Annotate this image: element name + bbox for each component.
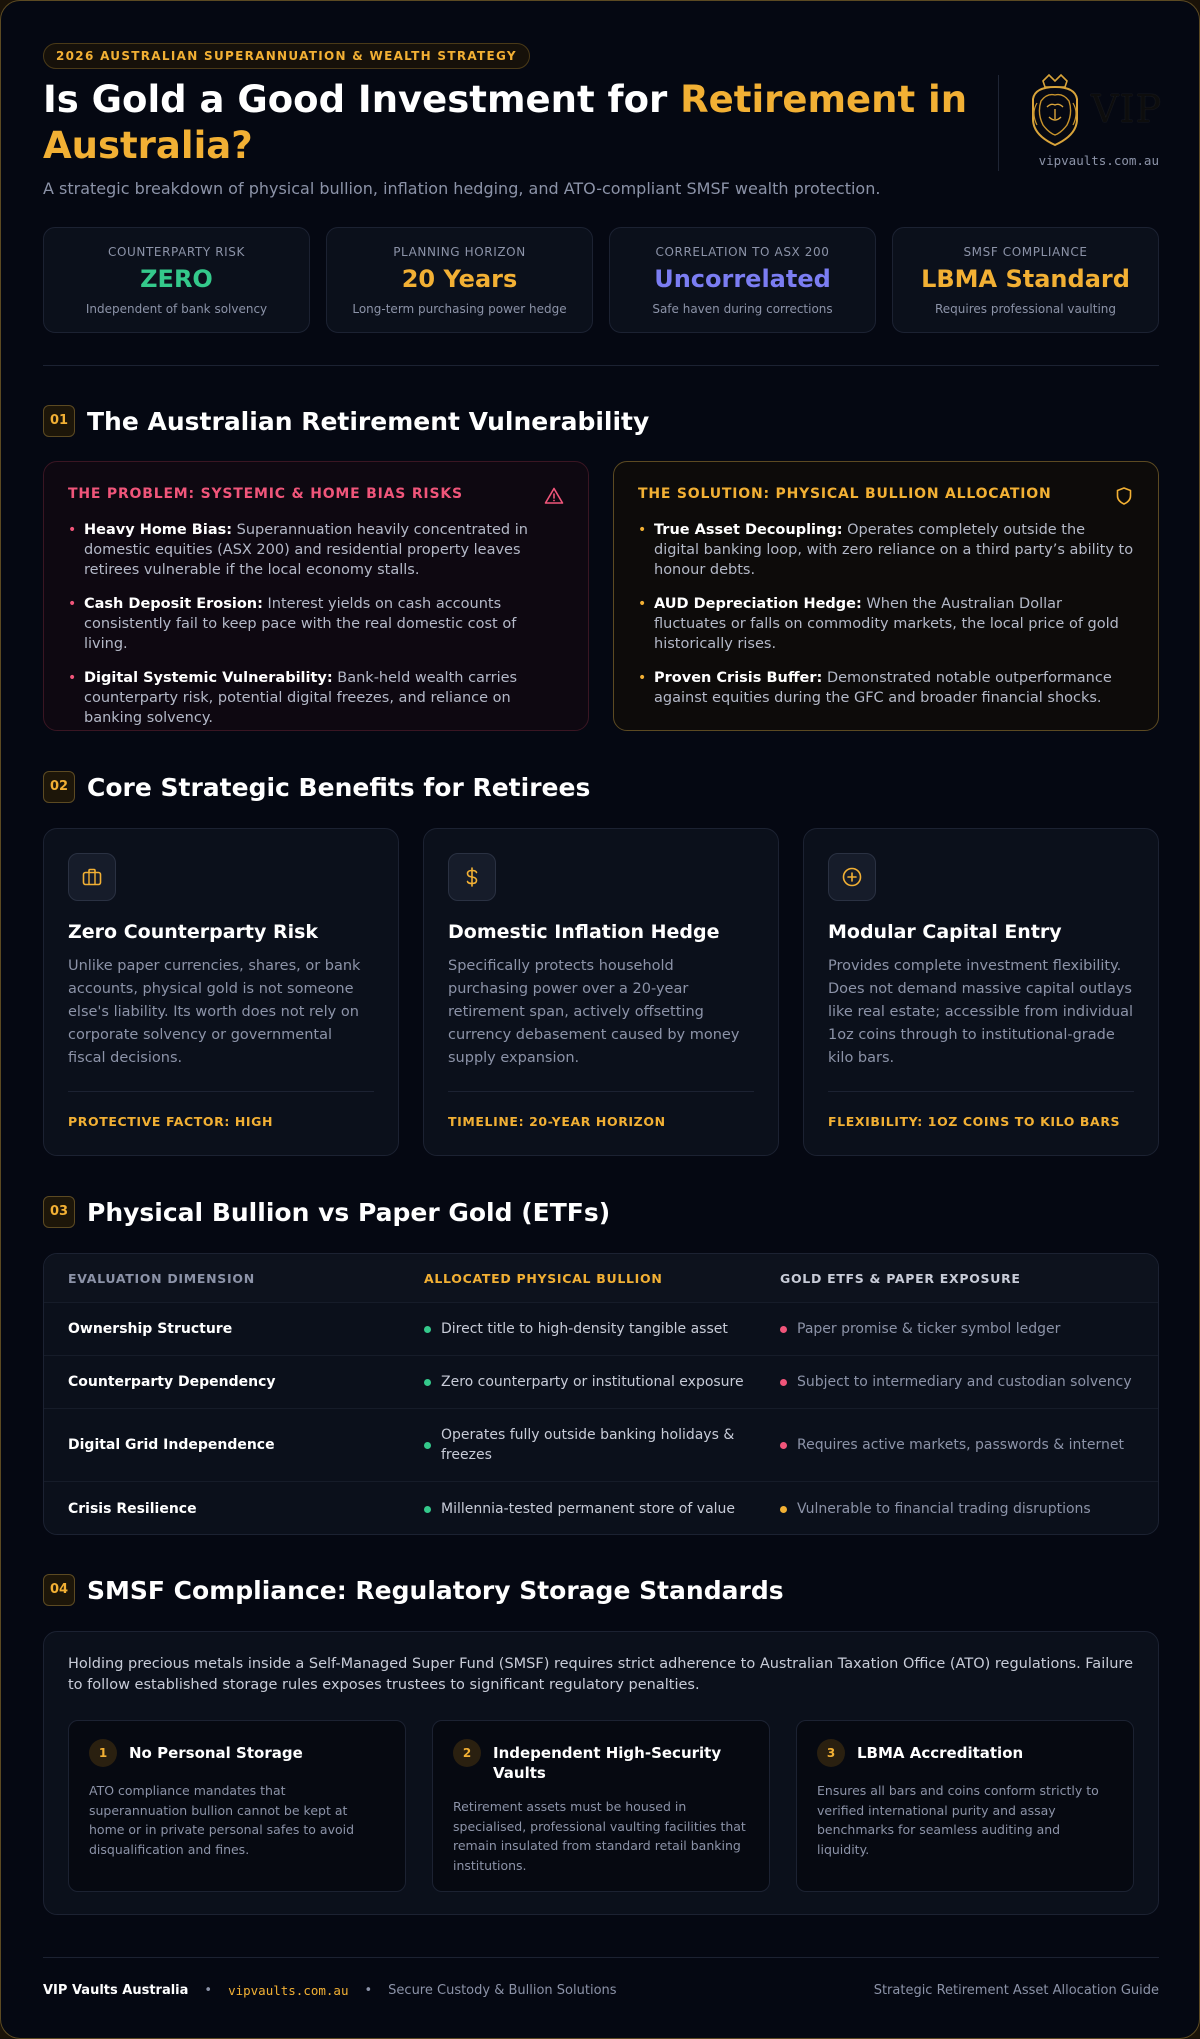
- item-label: AUD Depreciation Hedge:: [654, 596, 862, 612]
- row-dimension: Digital Grid Independence: [68, 1437, 275, 1453]
- cell-text: Subject to intermediary and custodian solvency: [797, 1374, 1132, 1390]
- section-divider: [43, 365, 1159, 366]
- smsf-card-personal-storage: [68, 1720, 406, 1892]
- section-number: 01: [43, 405, 75, 437]
- cell-text: Zero counterparty or institutional exposure: [441, 1374, 744, 1390]
- stat-note: Safe haven during corrections: [652, 302, 833, 316]
- lion-crest-icon: [1023, 73, 1087, 149]
- table-row: [44, 1408, 1159, 1481]
- item-label: Digital Systemic Vulnerability:: [84, 670, 333, 686]
- stat-value: LBMA Standard: [921, 265, 1130, 293]
- stat-cards: [43, 227, 1159, 333]
- list-item: [638, 668, 1134, 708]
- benefit-footer: FLEXIBILITY: 1OZ COINS TO KILO BARS: [828, 1114, 1121, 1129]
- status-dot-icon: [780, 1379, 787, 1386]
- column-header: EVALUATION DIMENSION: [68, 1270, 255, 1286]
- stat-card-correlation: [609, 227, 876, 333]
- bullet-icon: •: [68, 522, 77, 538]
- stat-label: SMSF COMPLIANCE: [963, 245, 1088, 259]
- smsf-card-description: ATO compliance mandates that superannuation bullion cannot be kept at home or in private personal safes to avoid disqualification and fines.: [89, 1783, 355, 1857]
- row-dimension: Ownership Structure: [68, 1321, 233, 1337]
- section-title: SMSF Compliance: Regulatory Storage Standards: [87, 1575, 784, 1605]
- item-text: Superannuation heavily concentrated in domestic equities (ASX 200) and residential property leaves retirees vulnerable if the local economy stalls.: [84, 522, 528, 578]
- status-dot-icon: [780, 1442, 787, 1449]
- status-dot-icon: [780, 1326, 787, 1333]
- step-number: 3: [817, 1739, 845, 1767]
- row-dimension: Counterparty Dependency: [68, 1374, 276, 1390]
- bullet-icon: •: [68, 596, 77, 612]
- status-dot-icon: [424, 1442, 431, 1449]
- section-heading-04: [43, 1574, 784, 1606]
- page-footer: [43, 1977, 1159, 2003]
- stat-value: Uncorrelated: [654, 265, 831, 293]
- table-row: [44, 1302, 1159, 1355]
- section-number: 03: [43, 1196, 75, 1228]
- smsf-card-title: LBMA Accreditation: [857, 1744, 1024, 1762]
- smsf-card-description: Retirement assets must be housed in specialised, professional vaulting facilities that remain insulated from standard retail banking institutions.: [453, 1799, 746, 1873]
- solution-list: [638, 520, 1134, 708]
- item-label: Cash Deposit Erosion:: [84, 596, 263, 612]
- status-dot-icon: [780, 1506, 787, 1513]
- benefit-icon-box: [448, 853, 496, 901]
- table-header-row: [44, 1254, 1159, 1302]
- section-number: 02: [43, 771, 75, 803]
- benefit-title: Domestic Inflation Hedge: [448, 921, 720, 943]
- divider: [448, 1091, 754, 1092]
- stat-note: Requires professional vaulting: [934, 302, 1117, 316]
- status-dot-icon: [424, 1506, 431, 1513]
- benefit-title: Zero Counterparty Risk: [68, 921, 319, 943]
- smsf-card-description: Ensures all bars and coins conform strictly to verified international purity and assay benchmarks for seamless auditing and liquidity.: [817, 1783, 1099, 1857]
- list-item: [638, 520, 1134, 580]
- section-title: Core Strategic Benefits for Retirees: [87, 772, 591, 802]
- headline-white: Is Gold a Good Investment for: [43, 78, 681, 121]
- benefit-icon-box: [68, 853, 116, 901]
- column-header: ALLOCATED PHYSICAL BULLION: [424, 1270, 663, 1286]
- smsf-card-title: No Personal Storage: [129, 1744, 303, 1762]
- section-number: 04: [43, 1574, 75, 1606]
- plus-circle-icon: [841, 866, 863, 888]
- logo-url[interactable]: vipvaults.com.au: [1038, 153, 1159, 168]
- cell-text: Operates fully outside banking holidays & freezes: [441, 1427, 735, 1463]
- row-paper: [780, 1303, 1140, 1355]
- item-text: Interest yields on cash accounts consistently fail to keep pace with the real domestic cost of living.: [84, 596, 517, 652]
- item-text: Demonstrated notable outperformance against equities during the GFC and broader financial shocks.: [654, 670, 1112, 706]
- section-heading-02: [43, 771, 590, 803]
- footer-url-link[interactable]: vipvaults.com.au: [228, 1982, 349, 1998]
- item-label: Heavy Home Bias:: [84, 522, 233, 538]
- logo-wordmark: VIP: [1091, 87, 1163, 131]
- brand-logo[interactable]: [1023, 73, 1163, 173]
- smsf-card-header: [89, 1739, 385, 1767]
- footer-separator: •: [364, 1982, 373, 1998]
- stat-card-compliance: [892, 227, 1159, 333]
- cell-text: Paper promise & ticker symbol ledger: [797, 1321, 1061, 1337]
- list-item: [68, 520, 564, 580]
- table-row: [44, 1481, 1159, 1535]
- section-title: The Australian Retirement Vulnerability: [87, 406, 650, 436]
- step-number: 2: [453, 1739, 481, 1767]
- smsf-card-title: Independent High-Security Vaults: [493, 1744, 722, 1782]
- footer-divider: [43, 1957, 1159, 1958]
- smsf-card-lbma: [796, 1720, 1134, 1892]
- item-text: When the Australian Dollar fluctuates or falls on commodity markets, the local price of gold historically rises.: [654, 596, 1119, 652]
- benefit-title: Modular Capital Entry: [828, 921, 1062, 943]
- section-heading-03: [43, 1196, 610, 1228]
- solution-panel: [613, 461, 1159, 731]
- benefit-icon-box: [828, 853, 876, 901]
- benefit-footer: PROTECTIVE FACTOR: HIGH: [68, 1114, 274, 1129]
- cell-text: Direct title to high-density tangible asset: [441, 1321, 728, 1337]
- cell-text: Vulnerable to financial trading disruptions: [797, 1501, 1091, 1517]
- item-label: Proven Crisis Buffer:: [654, 670, 823, 686]
- shield-icon: [1114, 486, 1134, 506]
- benefit-description: Provides complete investment flexibility. Does not demand massive capital outlays like real estate; accessible from individual 1oz coins through to institutional-grade kilo bars.: [828, 958, 1134, 1066]
- dollar-icon: [461, 866, 483, 888]
- table-row: [44, 1355, 1159, 1408]
- stat-value: 20 Years: [401, 265, 518, 293]
- footer-separator: •: [204, 1982, 213, 1998]
- cell-text: Millennia-tested permanent store of value: [441, 1501, 736, 1517]
- status-dot-icon: [424, 1326, 431, 1333]
- row-paper: [780, 1482, 1140, 1535]
- divider: [68, 1091, 374, 1092]
- row-physical: [424, 1409, 754, 1481]
- section-title: Physical Bullion vs Paper Gold (ETFs): [87, 1197, 611, 1227]
- stat-card-horizon: [326, 227, 593, 333]
- item-text: Bank-held wealth carries counterparty risk, potential digital freezes, and reliance on banking solvency.: [84, 670, 518, 726]
- divider: [828, 1091, 1134, 1092]
- stat-label: PLANNING HORIZON: [393, 245, 526, 259]
- item-label: True Asset Decoupling:: [654, 522, 843, 538]
- list-item: [68, 594, 564, 654]
- problem-title: THE PROBLEM: SYSTEMIC & HOME BIAS RISKS: [68, 486, 463, 502]
- logo-divider: [998, 75, 999, 171]
- headline-accent: Retirement in Australia?: [43, 78, 968, 167]
- solution-title: THE SOLUTION: PHYSICAL BULLION ALLOCATION: [638, 486, 1052, 502]
- benefit-card-modular: [803, 828, 1159, 1156]
- stat-card-counterparty: [43, 227, 310, 333]
- row-physical: [424, 1356, 754, 1408]
- benefit-card-inflation: [423, 828, 779, 1156]
- header-tag: 2026 AUSTRALIAN SUPERANNUATION & WEALTH STRATEGY: [43, 43, 530, 69]
- stat-label: CORRELATION TO ASX 200: [655, 245, 830, 259]
- smsf-card-header: [453, 1739, 749, 1783]
- stat-value: ZERO: [140, 265, 213, 293]
- benefit-description: Unlike paper currencies, shares, or bank accounts, physical gold is not someone else's liability. Its worth does not rely on corporate solvency or governmental fiscal decisions.: [68, 958, 361, 1066]
- bullet-icon: •: [68, 670, 77, 686]
- row-paper: [780, 1356, 1140, 1408]
- comparison-table: [43, 1253, 1159, 1535]
- cell-text: Requires active markets, passwords & internet: [797, 1437, 1124, 1453]
- row-physical: [424, 1482, 754, 1535]
- smsf-panel: [43, 1631, 1159, 1915]
- benefit-description: Specifically protects household purchasing power over a 20-year retirement span, actively offsetting currency debasement caused by money supply expansion.: [448, 958, 740, 1066]
- bullet-icon: •: [638, 522, 647, 538]
- list-item: [638, 594, 1134, 654]
- problem-panel: [43, 461, 589, 731]
- footer-tagline: Secure Custody & Bullion Solutions: [388, 1982, 617, 1998]
- smsf-card-vaults: [432, 1720, 770, 1892]
- benefit-card-counterparty: [43, 828, 399, 1156]
- briefcase-icon: [81, 866, 103, 888]
- page-subtitle: A strategic breakdown of physical bullion, inflation hedging, and ATO-compliant SMSF wealth protection.: [43, 179, 881, 198]
- step-number: 1: [89, 1739, 117, 1767]
- benefit-footer: TIMELINE: 20-YEAR HORIZON: [448, 1114, 666, 1129]
- problem-list: [68, 520, 564, 728]
- row-paper: [780, 1409, 1140, 1481]
- column-header: GOLD ETFS & PAPER EXPOSURE: [780, 1270, 1021, 1286]
- stat-note: Independent of bank solvency: [85, 302, 268, 316]
- status-dot-icon: [424, 1379, 431, 1386]
- footer-brand: VIP Vaults Australia: [43, 1982, 189, 1998]
- row-physical: [424, 1303, 754, 1355]
- stat-label: COUNTERPARTY RISK: [107, 245, 245, 259]
- bullet-icon: •: [638, 670, 647, 686]
- list-item: [68, 668, 564, 728]
- footer-guide-title: Strategic Retirement Asset Allocation Guide: [873, 1982, 1159, 1998]
- smsf-intro: Holding precious metals inside a Self-Managed Super Fund (SMSF) requires strict adherence to Australian Taxation Office (ATO) regulations. Failure to follow established storage rules exposes trustees to significant regulatory penalties.: [68, 1656, 1133, 1693]
- stat-note: Long-term purchasing power hedge: [352, 302, 567, 316]
- bullet-icon: •: [638, 596, 647, 612]
- smsf-card-header: [817, 1739, 1113, 1767]
- warning-icon: [544, 486, 564, 506]
- row-dimension: Crisis Resilience: [68, 1501, 197, 1517]
- item-text: Operates completely outside the digital banking loop, with zero reliance on a third party’s ability to honour debts.: [654, 522, 1134, 578]
- section-heading-01: [43, 405, 649, 437]
- page-title: [43, 77, 973, 169]
